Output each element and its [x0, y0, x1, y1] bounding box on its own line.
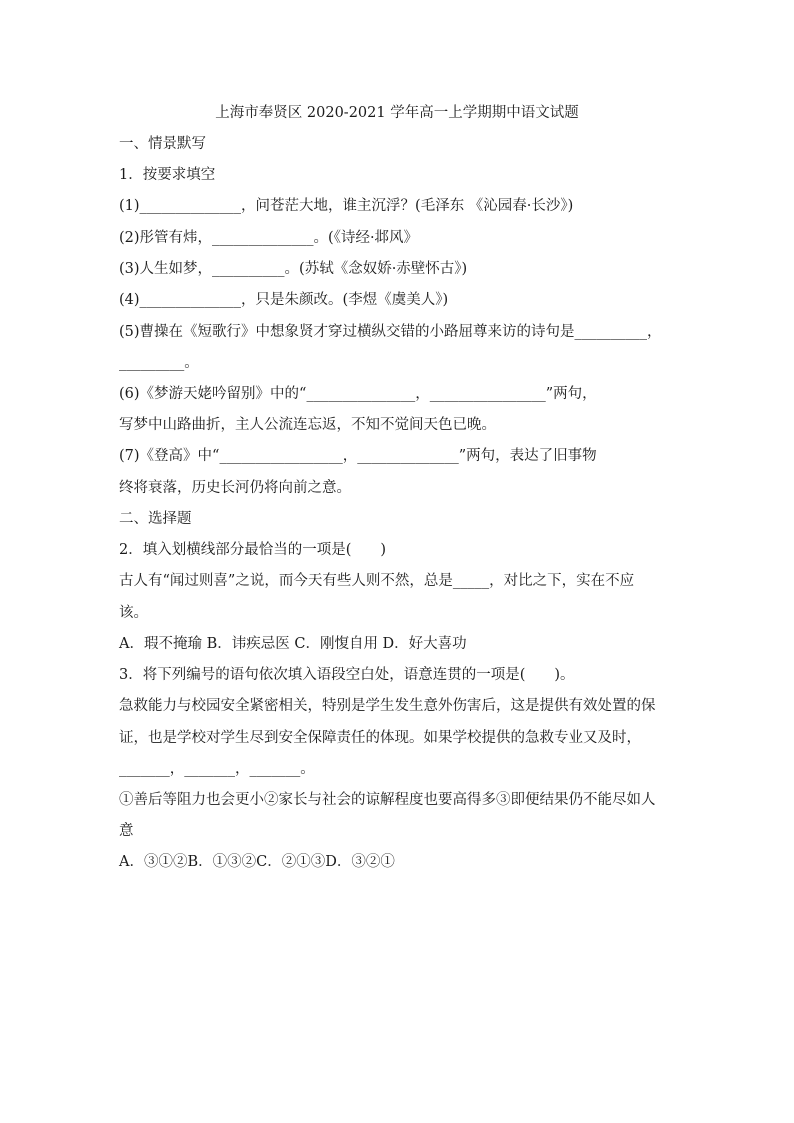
section-heading-choice: 二、选择题 — [119, 511, 192, 527]
question-1-instruction: 1．按要求填空 — [119, 167, 216, 183]
question-1-item-2: (2)彤管有炜，______________。(《诗经·邶风》 — [119, 230, 419, 246]
question-3-passage: 急救能力与校园安全紧密相关，特别是学生发生意外伤害后，这是提供有效处置的保 — [119, 698, 656, 714]
question-1-item-7: (7)《登高》中“_________________，______________”两句，表达了旧事物 — [119, 448, 597, 464]
question-1-item-3: (3)人生如梦，__________。(苏轼《念奴娇·赤壁怀古》) — [119, 261, 468, 277]
question-1-item-5: (5)曹操在《短歌行》中想象贤才穿过横纵交错的小路屈尊来访的诗句是__________， — [119, 324, 662, 340]
page-title: 上海市奉贤区 2020-2021 学年高一上学期期中语文试题 — [215, 105, 579, 121]
question-3-sentences: ①善后等阻力也会更小②家长与社会的谅解程度也要高得多③即便结果仍不能尽如人 — [119, 792, 656, 808]
question-1-item-6-continued: 写梦中山路曲折，主人公流连忘返，不知不觉间天色已晚。 — [119, 417, 496, 433]
question-3-stem: 3．将下列编号的语句依次填入语段空白处，语意连贯的一项是( )。 — [119, 667, 575, 683]
section-heading-recitation: 一、情景默写 — [119, 136, 206, 152]
question-3-options: A．③①②B．①③②C．②①③D．③②① — [119, 854, 395, 870]
question-3-blanks: _______，_______，_______。 — [119, 761, 315, 777]
question-2-stem: 2．填入划横线部分最恰当的一项是( ) — [119, 542, 387, 558]
question-2-passage: 古人有“闻过则喜”之说，而今天有些人则不然，总是_____，对比之下，实在不应 — [119, 573, 635, 589]
question-1-item-4: (4)______________，只是朱颜改。(李煜《虞美人》) — [119, 292, 449, 308]
question-2-options: A．瑕不掩瑜 B．讳疾忌医 C．刚愎自用 D．好大喜功 — [119, 636, 467, 652]
question-1-item-7-continued: 终将衰落，历史长河仍将向前之意。 — [119, 480, 351, 496]
question-1-item-6: (6)《梦游天姥吟留别》中的“_______________，________________”两句， — [119, 386, 597, 402]
question-3-sentences-continued: 意 — [119, 823, 134, 839]
question-2-passage-continued: 该。 — [119, 605, 148, 621]
question-1-item-1: (1)______________，问苍茫大地，谁主沉浮？(毛泽东 《沁园春·长沙》) — [119, 198, 574, 214]
question-1-item-5-continued: _________。 — [119, 355, 199, 371]
question-3-passage-continued: 证，也是学校对学生尽到安全保障责任的体现。如果学校提供的急救专业又及时， — [119, 730, 641, 746]
